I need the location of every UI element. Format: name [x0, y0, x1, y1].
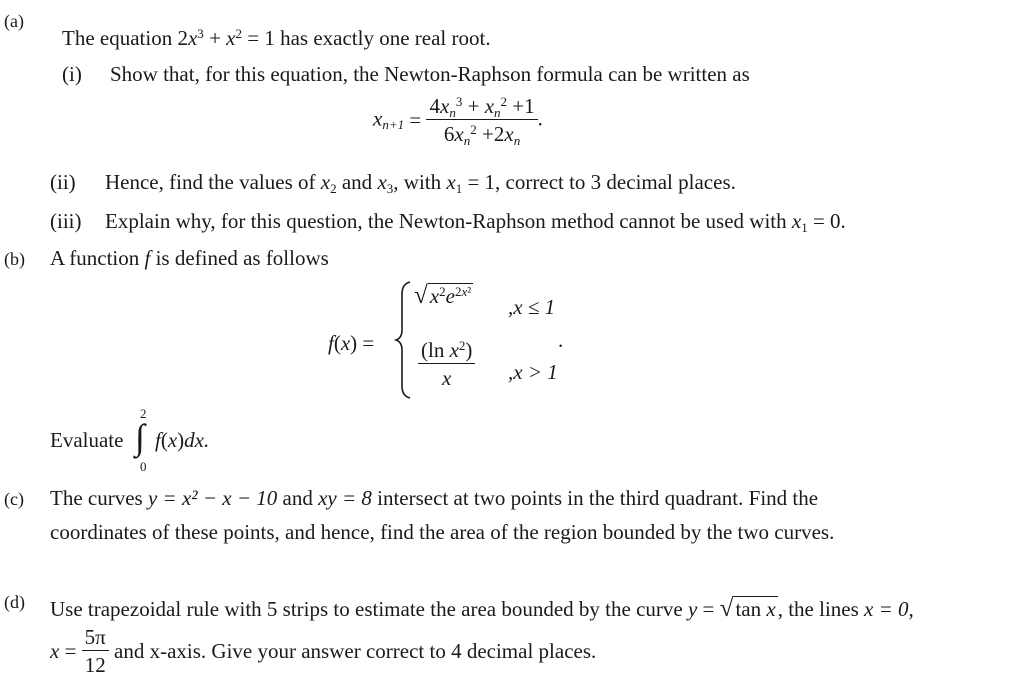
part-b-text: A function f is defined as follows — [50, 246, 329, 270]
f-of-x: f(x) = — [328, 331, 375, 355]
newton-raphson-formula: $x_{n+1}$ = $\frac{4x_n^3 + x_n^2 +1}{6x_n^2 +2x_n}$ . — [373, 93, 543, 148]
part-d-line-2: x = $\frac{5\pi}{12}$ and x-axis. Give your answer correct to 4 decimal places. — [50, 625, 597, 677]
part-c-line-2: coordinates of these points, and hence, find the area of the region bounded by the two curves. — [50, 520, 835, 544]
case-2-expr: $\frac{(\ln x^2)}{x}$ — [418, 340, 475, 389]
part-a-label: (a) — [4, 11, 24, 31]
part-b-label: (b) — [4, 249, 25, 269]
part-a-ii-label: (ii) — [50, 170, 76, 194]
case-2-condition: ,x > 1 — [508, 360, 558, 384]
left-brace — [394, 280, 414, 400]
case-1-condition: ,x ≤ 1 — [508, 295, 556, 319]
part-c-label: (c) — [4, 489, 24, 509]
part-c-line-1: The curves y = x² − x − 10 and xy = 8 intersect at two points in the third quadrant. Find the — [50, 486, 819, 510]
part-a-iii-label: (iii) — [50, 209, 82, 233]
part-d-label: (d) — [4, 592, 25, 612]
upper-limit: 2 — [140, 406, 147, 421]
part-a-iii-text: Explain why, for this question, the Newton-Raphson method cannot be used with $x_1 = 0$. — [105, 209, 846, 235]
case-1-expr: $√x^2e^{2x^2}$ — [414, 282, 472, 309]
part-a-i-label: (i) — [62, 62, 82, 86]
part-d-line-1: Use trapezoidal rule with 5 strips to estimate the area bounded by the curve y = √tan x, the lines x = 0, — [50, 595, 914, 622]
integral-sign: ∫ — [135, 417, 145, 457]
cubic-equation: $2x^3 + x^2 = 1$ — [177, 25, 275, 50]
integrand: f(x)dx. — [155, 428, 210, 452]
evaluate-label: Evaluate — [50, 428, 124, 452]
part-a-i-text: Show that, for this equation, the Newton-Raphson formula can be written as — [110, 62, 750, 86]
part-a-statement: The equation $2x^3 + x^2 = 1$ has exactly one real root. — [62, 25, 491, 50]
lower-limit: 0 — [140, 459, 147, 474]
part-a-ii-text: Hence, find the values of $x_2$ and $x_3$, with $x_1 = 1$, correct to 3 decimal places. — [105, 170, 736, 196]
